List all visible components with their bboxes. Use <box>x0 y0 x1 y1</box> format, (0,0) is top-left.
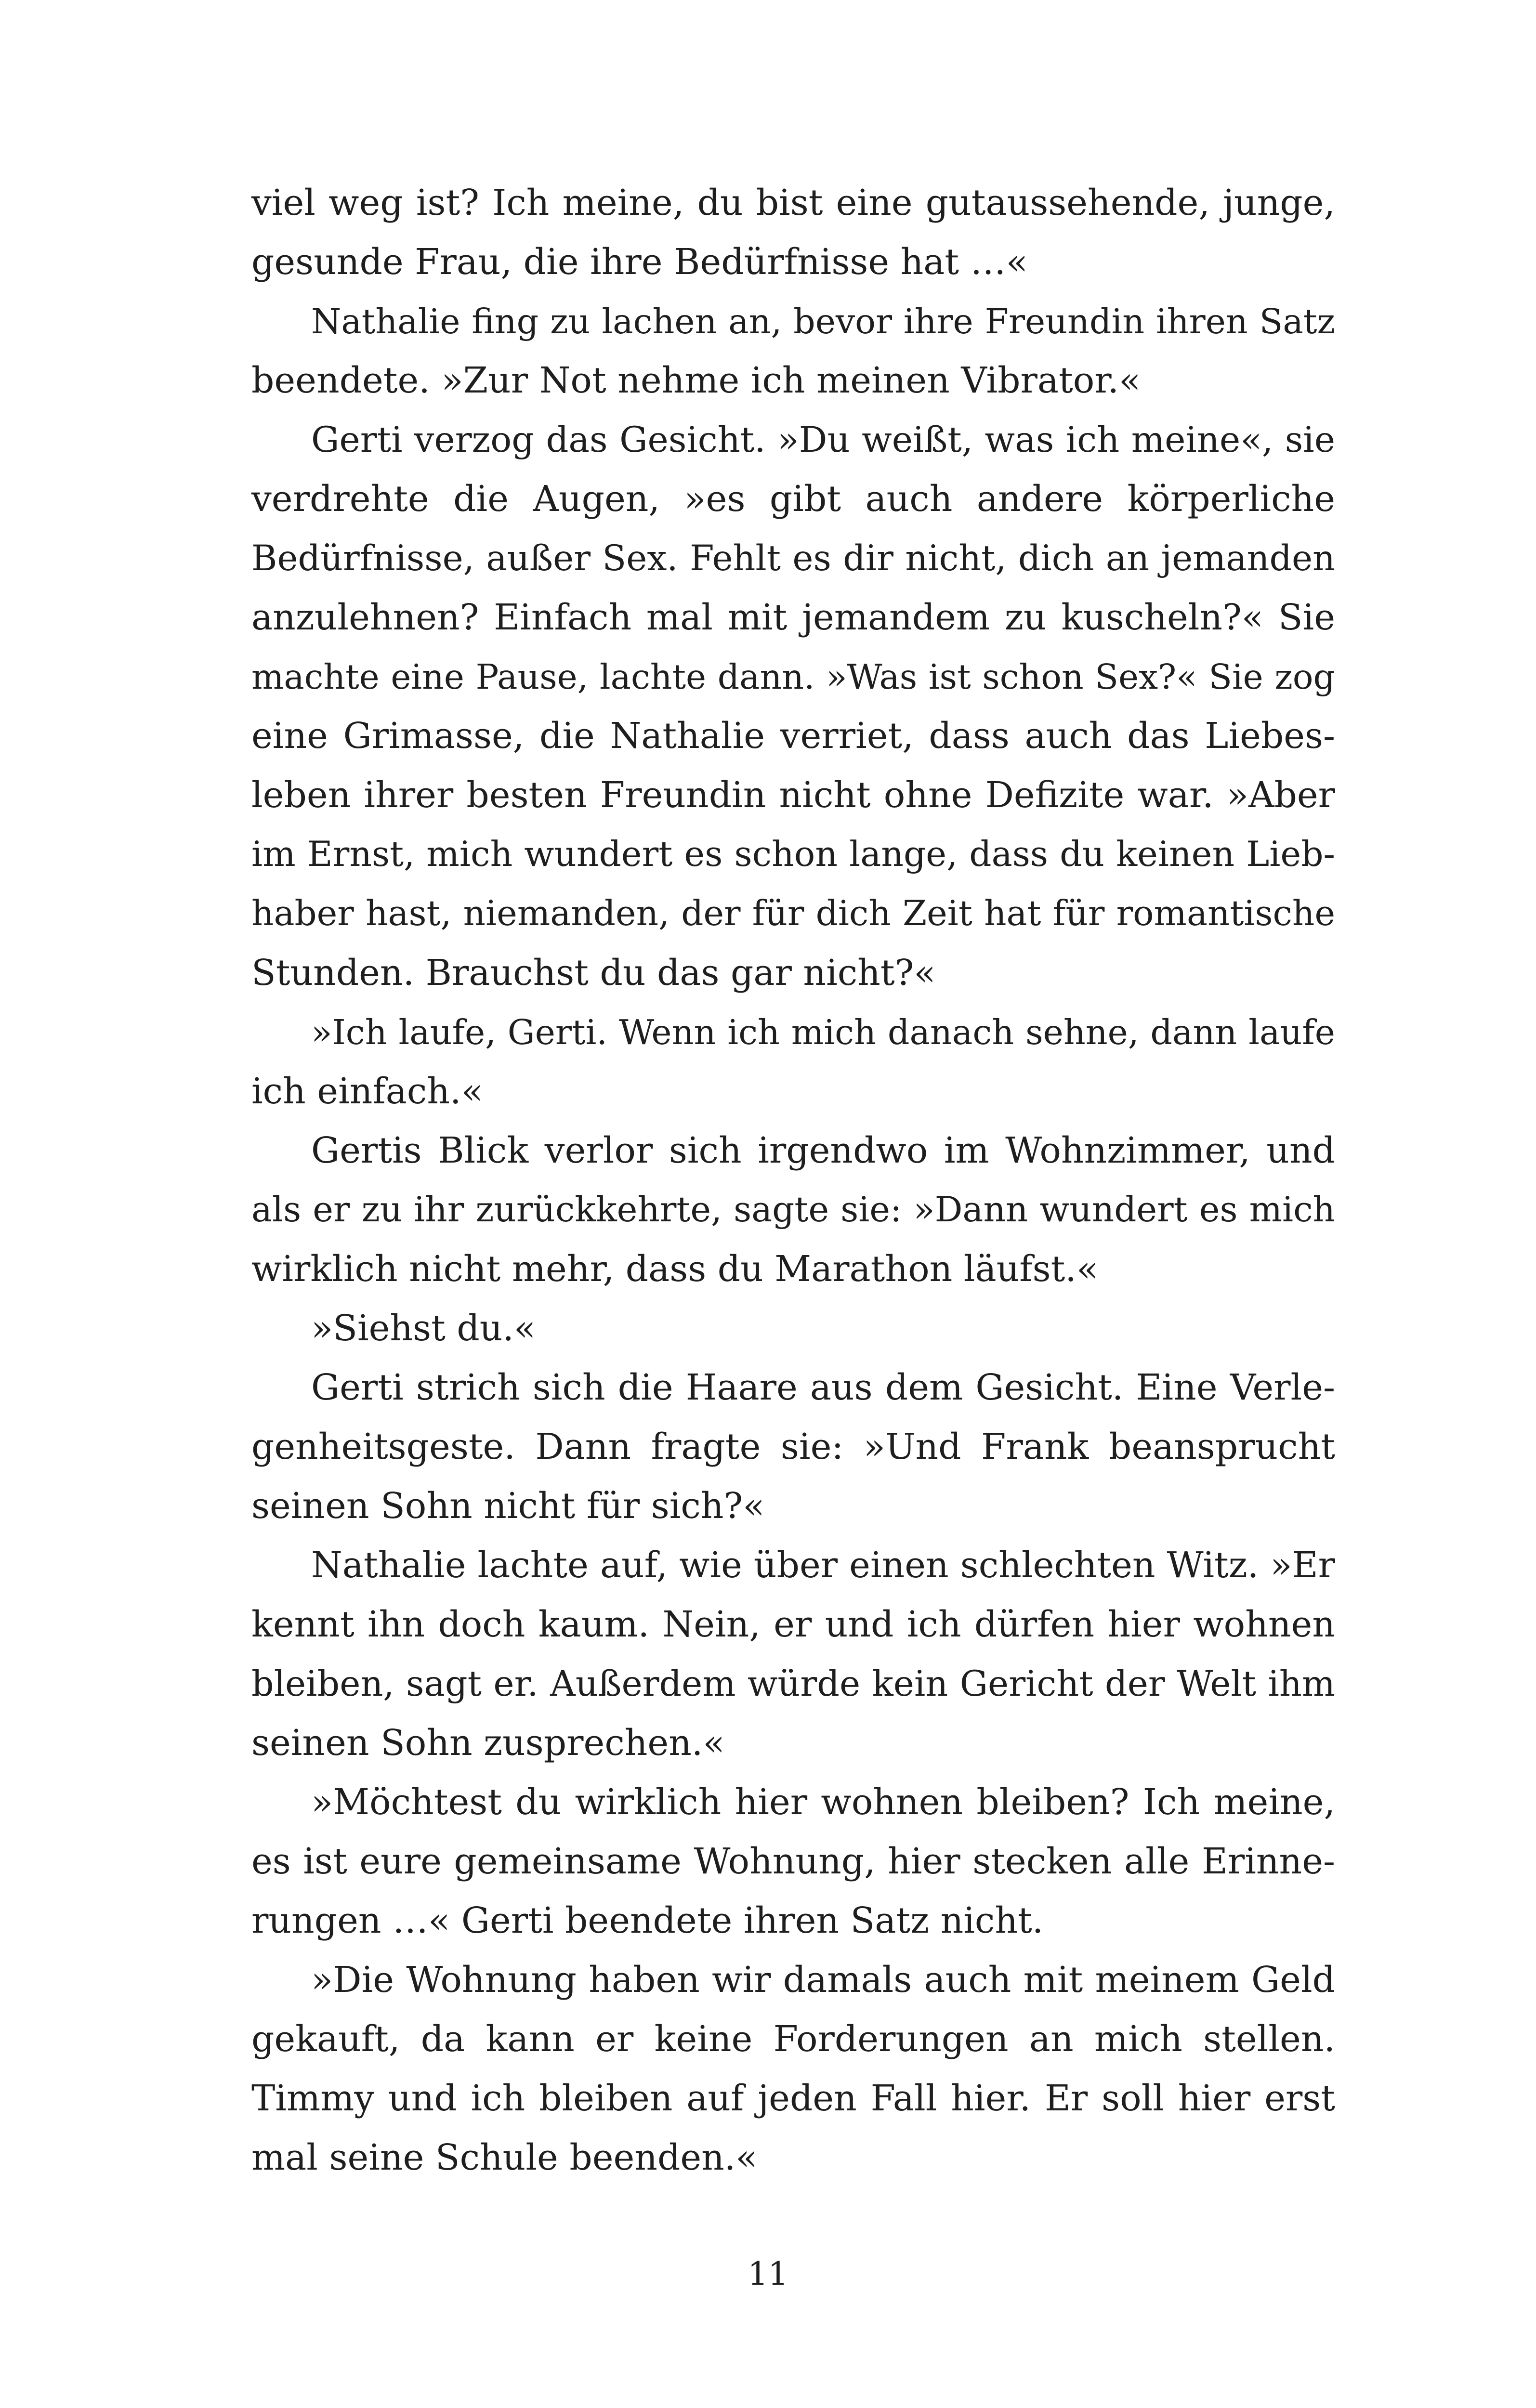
text-line: machte eine Pause, lachte dann. »Was ist schon Sex?« Sie zog <box>251 657 1335 697</box>
text-line: beendete. »Zur Not nehme ich meinen Vibrator.« <box>251 360 1141 401</box>
text-line: es ist eure gemeinsame Wohnung, hier stecken alle Erinne- <box>251 1841 1335 1882</box>
text-line: als er zu ihr zurückkehrte, sagte sie: »Dann wundert es mich <box>251 1190 1335 1230</box>
text-line: viel weg ist? Ich meine, du bist eine gutaussehende, junge, <box>251 182 1335 223</box>
text-line: anzulehnen? Einfach mal mit jemandem zu kuscheln?« Sie <box>251 597 1335 638</box>
text-line: ich einfach.« <box>251 1071 483 1112</box>
text-line: gekauft, da kann er keine Forderungen an mich stellen. <box>251 2018 1335 2060</box>
text-line: »Siehst du.« <box>311 1308 536 1349</box>
book-page-text <box>251 173 1335 2187</box>
text-line: Timmy und ich bleiben auf jeden Fall hier. Er soll hier erst <box>251 2078 1335 2119</box>
text-line: Bedürfnisse, außer Sex. Fehlt es dir nicht, dich an jemanden <box>251 538 1335 579</box>
text-line: Gerti verzog das Gesicht. »Du weißt, was ich meine«, sie <box>311 419 1335 460</box>
text-line: leben ihrer besten Freundin nicht ohne Defizite war. »Aber <box>251 774 1335 816</box>
text-line: »Die Wohnung haben wir damals auch mit meinem Geld <box>311 1959 1335 2001</box>
text-line: mal seine Schule beenden.« <box>251 2137 758 2178</box>
text-line: Gerti strich sich die Haare aus dem Gesicht. Eine Verle- <box>311 1367 1335 1408</box>
text-line: genheitsgeste. Dann fragte sie: »Und Frank beansprucht <box>251 1426 1335 1467</box>
page-number: 11 <box>748 2255 788 2292</box>
text-line: im Ernst, mich wundert es schon lange, dass du keinen Lieb- <box>251 834 1335 875</box>
text-line: bleiben, sagt er. Außerdem würde kein Gericht der Welt ihm <box>251 1663 1335 1704</box>
text-line: Nathalie lachte auf, wie über einen schlechten Witz. »Er <box>311 1544 1335 1586</box>
text-line: kennt ihn doch kaum. Nein, er und ich dürfen hier wohnen <box>251 1604 1335 1645</box>
text-line: gesunde Frau, die ihre Bedürfnisse hat …« <box>251 241 1028 283</box>
text-line: rungen …« Gerti beendete ihren Satz nicht. <box>251 1900 1044 1941</box>
text-line: Gertis Blick verlor sich irgendwo im Wohnzimmer, und <box>311 1130 1335 1171</box>
text-line: seinen Sohn nicht für sich?« <box>251 1485 765 1527</box>
text-line: haber hast, niemanden, der für dich Zeit hat für romantische <box>251 893 1335 934</box>
text-line: eine Grimasse, die Nathalie verriet, dass auch das Liebes- <box>251 715 1335 757</box>
text-line: »Ich laufe, Gerti. Wenn ich mich danach sehne, dann laufe <box>311 1012 1335 1052</box>
text-line: seinen Sohn zusprechen.« <box>251 1722 725 1764</box>
text-line: Nathalie fing zu lachen an, bevor ihre Freundin ihren Satz <box>311 301 1335 341</box>
text-line: wirklich nicht mehr, dass du Marathon läufst.« <box>251 1248 1099 1290</box>
text-line: verdrehte die Augen, »es gibt auch andere körperliche <box>251 478 1335 520</box>
text-line: Stunden. Brauchst du das gar nicht?« <box>251 952 936 994</box>
text-line: »Möchtest du wirklich hier wohnen bleiben? Ich meine, <box>311 1781 1335 1823</box>
